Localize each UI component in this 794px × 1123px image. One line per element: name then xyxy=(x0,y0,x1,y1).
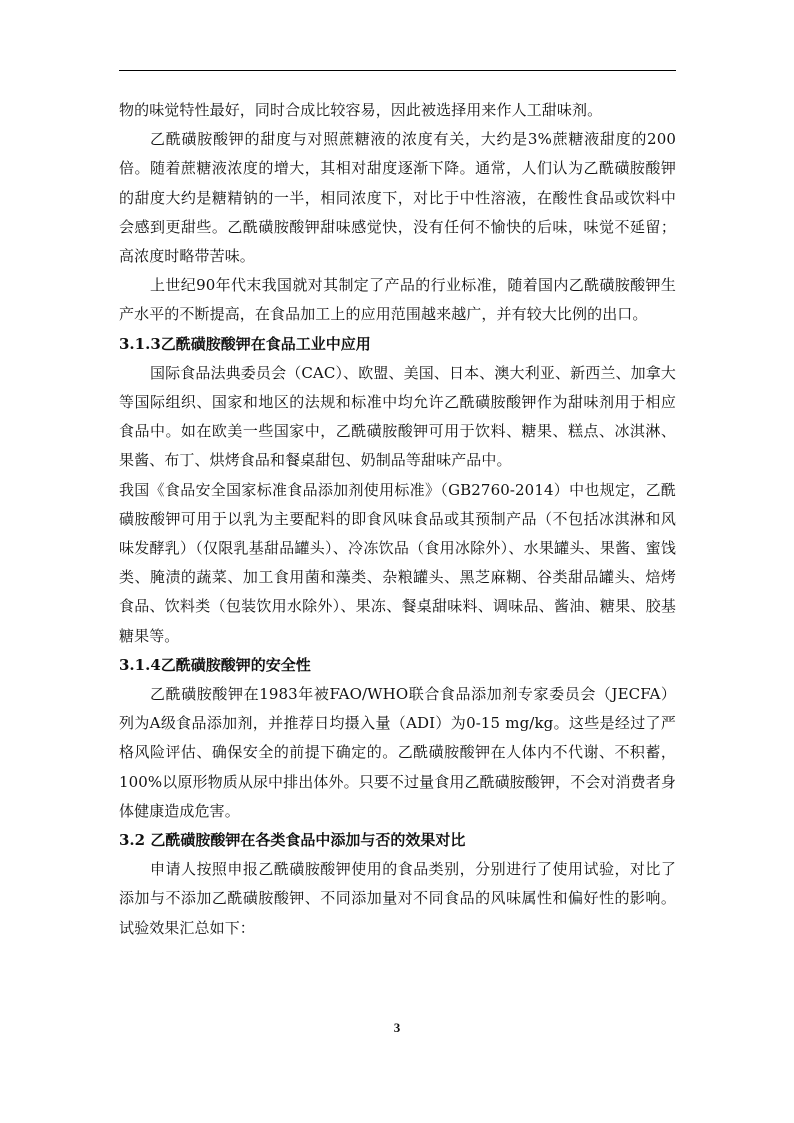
section-heading-3-2: 3.2 乙酰磺胺酸钾在各类食品中添加与否的效果对比 xyxy=(119,831,466,850)
paragraph-gb2760: 我国《食品安全国家标准食品添加剂使用标准》（GB2760-2014）中也规定，乙酰磺胺酸钾可用于以乳为主要配料的即食风味食品或其预制产品（不包括冰淇淋和风味发酵乳）（仅限乳基甜品罐头）、冷冻饮品（食用冰除外）、水果罐头、果酱、蜜饯类、腌渍的蔬菜、加工食用菌和藻类、杂粮罐头、黑芝麻糊、谷类甜品罐头、焙烤食品、饮料类（包装饮用水除外）、果冻、餐桌甜味料、调味品、酱油、糖果、胶基糖果等。 xyxy=(119,480,676,645)
paragraph-safety: 乙酰磺胺酸钾在1983年被FAO/WHO联合食品添加剂专家委员会（JECFA）列为A级食品添加剂，并推荐日均摄入量（ADI）为0-15 mg/kg。这些是经过了严格风险评估、确保安全的前提下确定的。乙酰磺胺酸钾在人体内不代谢、不积蓄，100%以原形物质从尿中排出体外。只要不过量食用乙酰磺胺酸钾，不会对消费者身体健康造成危害。 xyxy=(119,685,676,820)
paragraph-continuation: 物的味觉特性最好，同时合成比较容易，因此被选择用来作人工甜味剂。 xyxy=(119,101,603,119)
paragraph-sweetness: 乙酰磺胺酸钾的甜度与对照蔗糖液的浓度有关，大约是3%蔗糖液甜度的200倍。随着蔗糖液浓度的增大，其相对甜度逐渐下降。通常，人们认为乙酰磺胺酸钾的甜度大约是糖精钠的一半，相同浓度下，对比于中性溶液，在酸性食品或饮料中会感到更甜些。乙酰磺胺酸钾甜味感觉快，没有任何不愉快的后味，味觉不延留；高浓度时略带苦味。 xyxy=(119,130,676,266)
paragraph-trial-summary: 申请人按照申报乙酰磺胺酸钾使用的食品类别，分别进行了使用试验，对比了添加与不添加乙酰磺胺酸钾、不同添加量对不同食品的风味属性和偏好性的影响。试验效果汇总如下： xyxy=(119,860,676,937)
page-number: 3 xyxy=(393,1020,401,1035)
paragraph-industry-standard: 上世纪90年代末我国就对其制定了产品的行业标准，随着国内乙酰磺胺酸钾生产水平的不断提高，在食品加工上的应用范围越来越广，并有较大比例的出口。 xyxy=(119,276,676,324)
section-heading-3-1-4: 3.1.4乙酰磺胺酸钾的安全性 xyxy=(119,655,311,674)
section-heading-3-1-3: 3.1.3乙酰磺胺酸钾在食品工业中应用 xyxy=(119,334,371,353)
paragraph-international-regulations: 国际食品法典委员会（CAC）、欧盟、美国、日本、澳大利亚、新西兰、加拿大等国际组织、国家和地区的法规和标准中均允许乙酰磺胺酸钾作为甜味剂用于相应食品中。如在欧美一些国家中，乙酰磺胺酸钾可用于饮料、糖果、糕点、冰淇淋、果酱、布丁、烘烤食品和餐桌甜包、奶制品等甜味产品中。 xyxy=(119,363,676,470)
document-body xyxy=(119,96,676,943)
header-rule xyxy=(119,70,676,71)
